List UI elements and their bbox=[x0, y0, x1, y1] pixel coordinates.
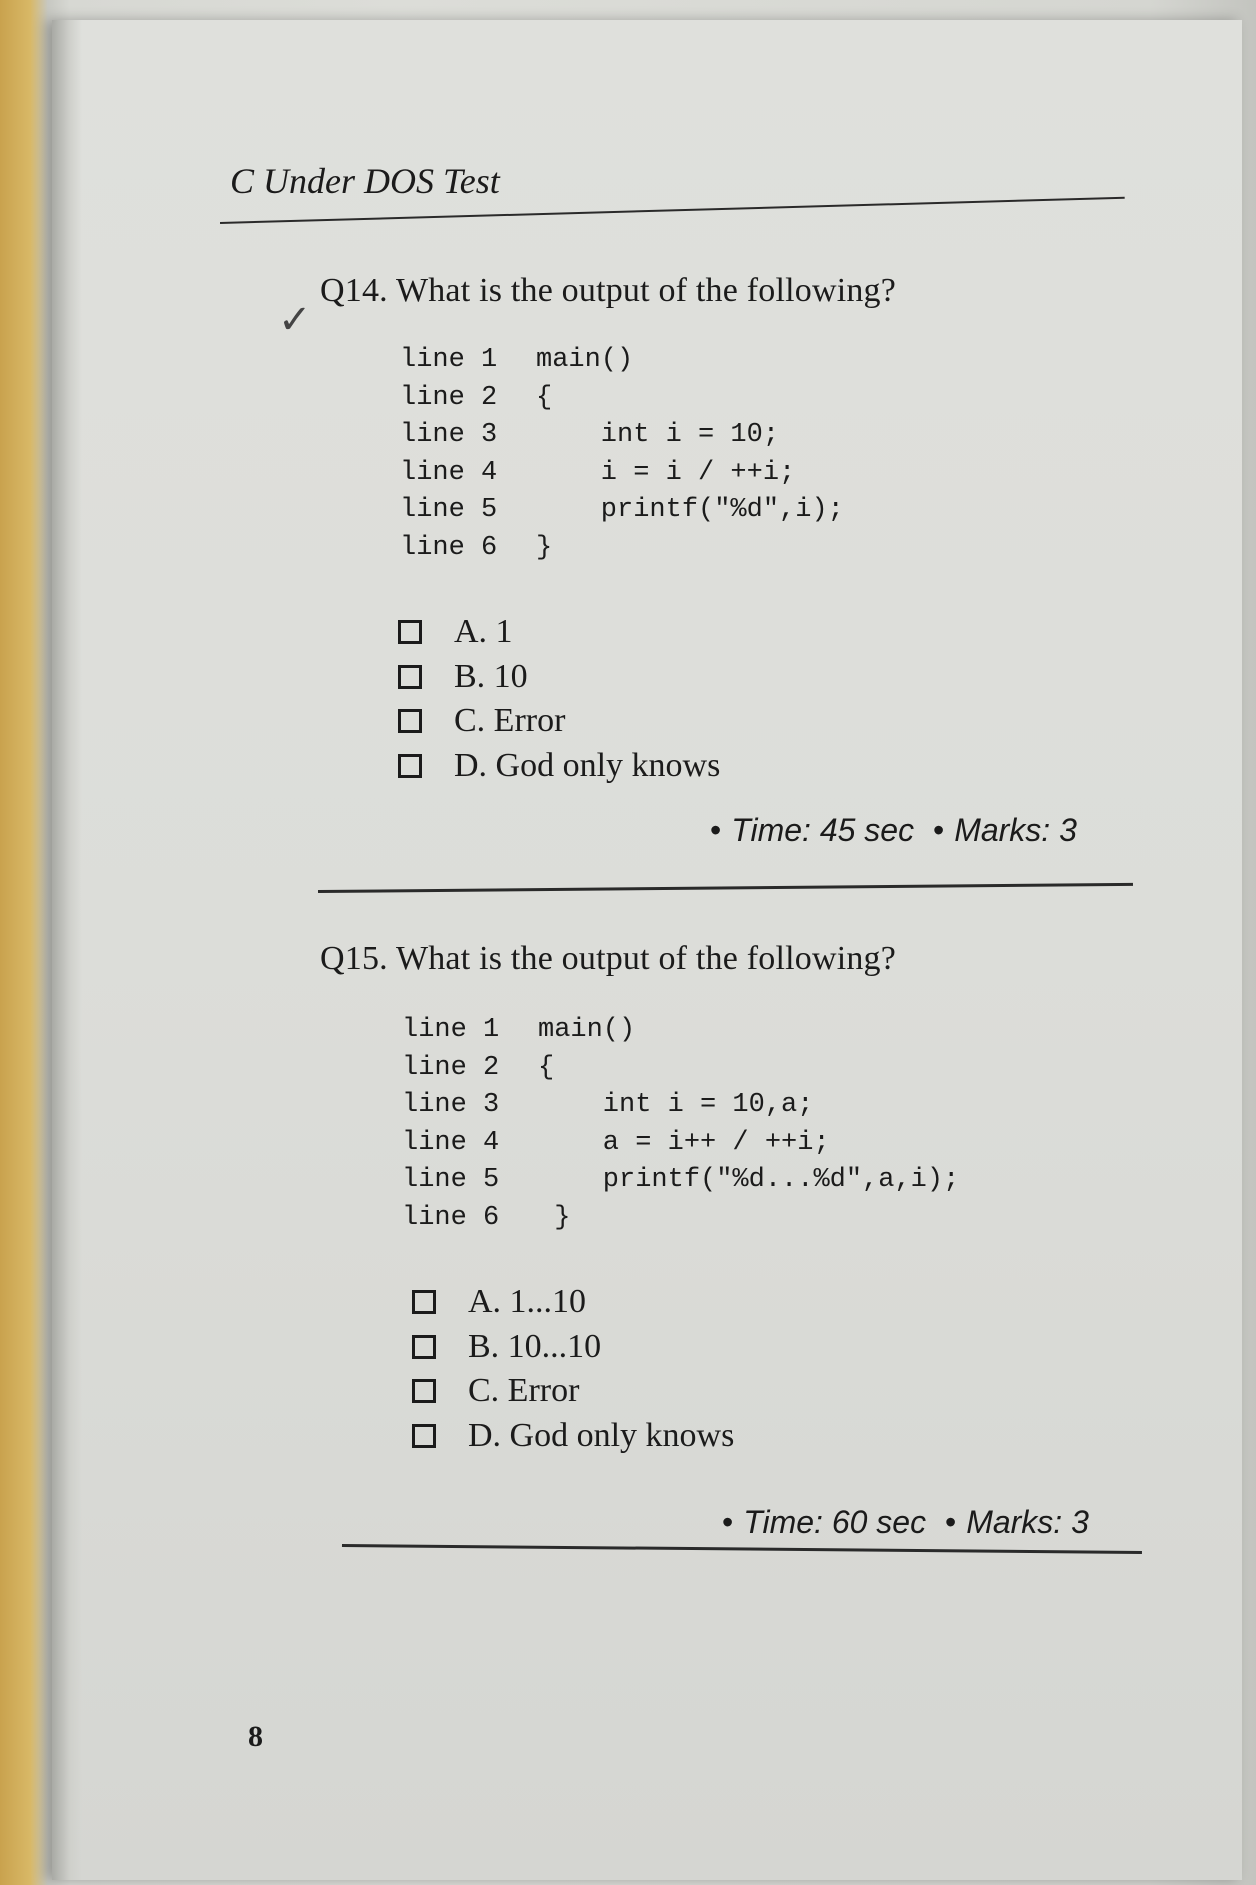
code-line: line 2 { bbox=[400, 382, 553, 413]
bullet-icon: • bbox=[944, 1504, 957, 1540]
q15-question: Q15. What is the output of the following? bbox=[320, 940, 897, 977]
q14-option-b[interactable]: B. 10 bbox=[398, 655, 720, 700]
checkbox[interactable] bbox=[398, 754, 422, 778]
bullet-icon: • bbox=[722, 1504, 734, 1540]
q15-option-d[interactable]: D. God only knows bbox=[412, 1414, 734, 1459]
q15-option-c[interactable]: C. Error bbox=[412, 1369, 734, 1414]
code-line: line 2 { bbox=[402, 1052, 555, 1083]
checkbox[interactable] bbox=[412, 1290, 436, 1314]
q14-option-a[interactable]: A. 1 bbox=[398, 610, 720, 655]
q14-marks: 3 bbox=[1059, 812, 1077, 848]
page-header: C Under DOS Test bbox=[230, 161, 500, 201]
checkbox[interactable] bbox=[398, 665, 422, 689]
q14-option-d[interactable]: D. God only knows bbox=[398, 744, 720, 789]
q15-code-block bbox=[402, 1012, 959, 1237]
q14-option-c[interactable]: C. Error bbox=[398, 699, 720, 744]
checkbox[interactable] bbox=[412, 1335, 436, 1359]
q14-meta: • Time: 45 sec • Marks: 3 bbox=[710, 812, 1077, 848]
q14-code-block bbox=[400, 342, 844, 567]
code-line: line 3 int i = 10,a; bbox=[402, 1090, 814, 1120]
book-spine bbox=[52, 20, 82, 1880]
code-line: line 6 } bbox=[400, 532, 553, 563]
code-line: line 5 printf("%d...%d",a,i); bbox=[402, 1165, 960, 1195]
code-line: line 3 int i = 10; bbox=[400, 420, 780, 450]
checkbox[interactable] bbox=[412, 1379, 436, 1403]
q15-options bbox=[412, 1280, 734, 1458]
code-line: line 5 printf("%d",i); bbox=[400, 495, 844, 525]
checkbox[interactable] bbox=[398, 620, 422, 644]
q15-marks: 3 bbox=[1071, 1504, 1089, 1540]
page-number: 8 bbox=[248, 1720, 263, 1753]
q14-options bbox=[398, 610, 720, 788]
check-mark-icon: ✓ bbox=[278, 297, 312, 342]
checkbox[interactable] bbox=[398, 709, 422, 733]
checkbox[interactable] bbox=[412, 1424, 436, 1448]
code-line: line 1 main() bbox=[400, 345, 634, 375]
q14-time: 45 sec bbox=[819, 812, 915, 848]
code-line: line 1 main() bbox=[402, 1015, 636, 1045]
code-line: line 4 a = i++ / ++i; bbox=[402, 1127, 830, 1158]
bullet-icon: • bbox=[932, 812, 945, 848]
q15-option-b[interactable]: B. 10...10 bbox=[412, 1325, 734, 1370]
q14-question: Q14. What is the output of the following? bbox=[320, 272, 897, 309]
q15-option-a[interactable]: A. 1...10 bbox=[412, 1280, 734, 1325]
bullet-icon: • bbox=[710, 812, 722, 848]
code-line: line 6 } bbox=[402, 1202, 571, 1233]
q15-meta: • Time: 60 sec • Marks: 3 bbox=[722, 1504, 1089, 1540]
q15-time: 60 sec bbox=[831, 1504, 927, 1540]
code-line: line 4 i = i / ++i; bbox=[400, 457, 796, 488]
